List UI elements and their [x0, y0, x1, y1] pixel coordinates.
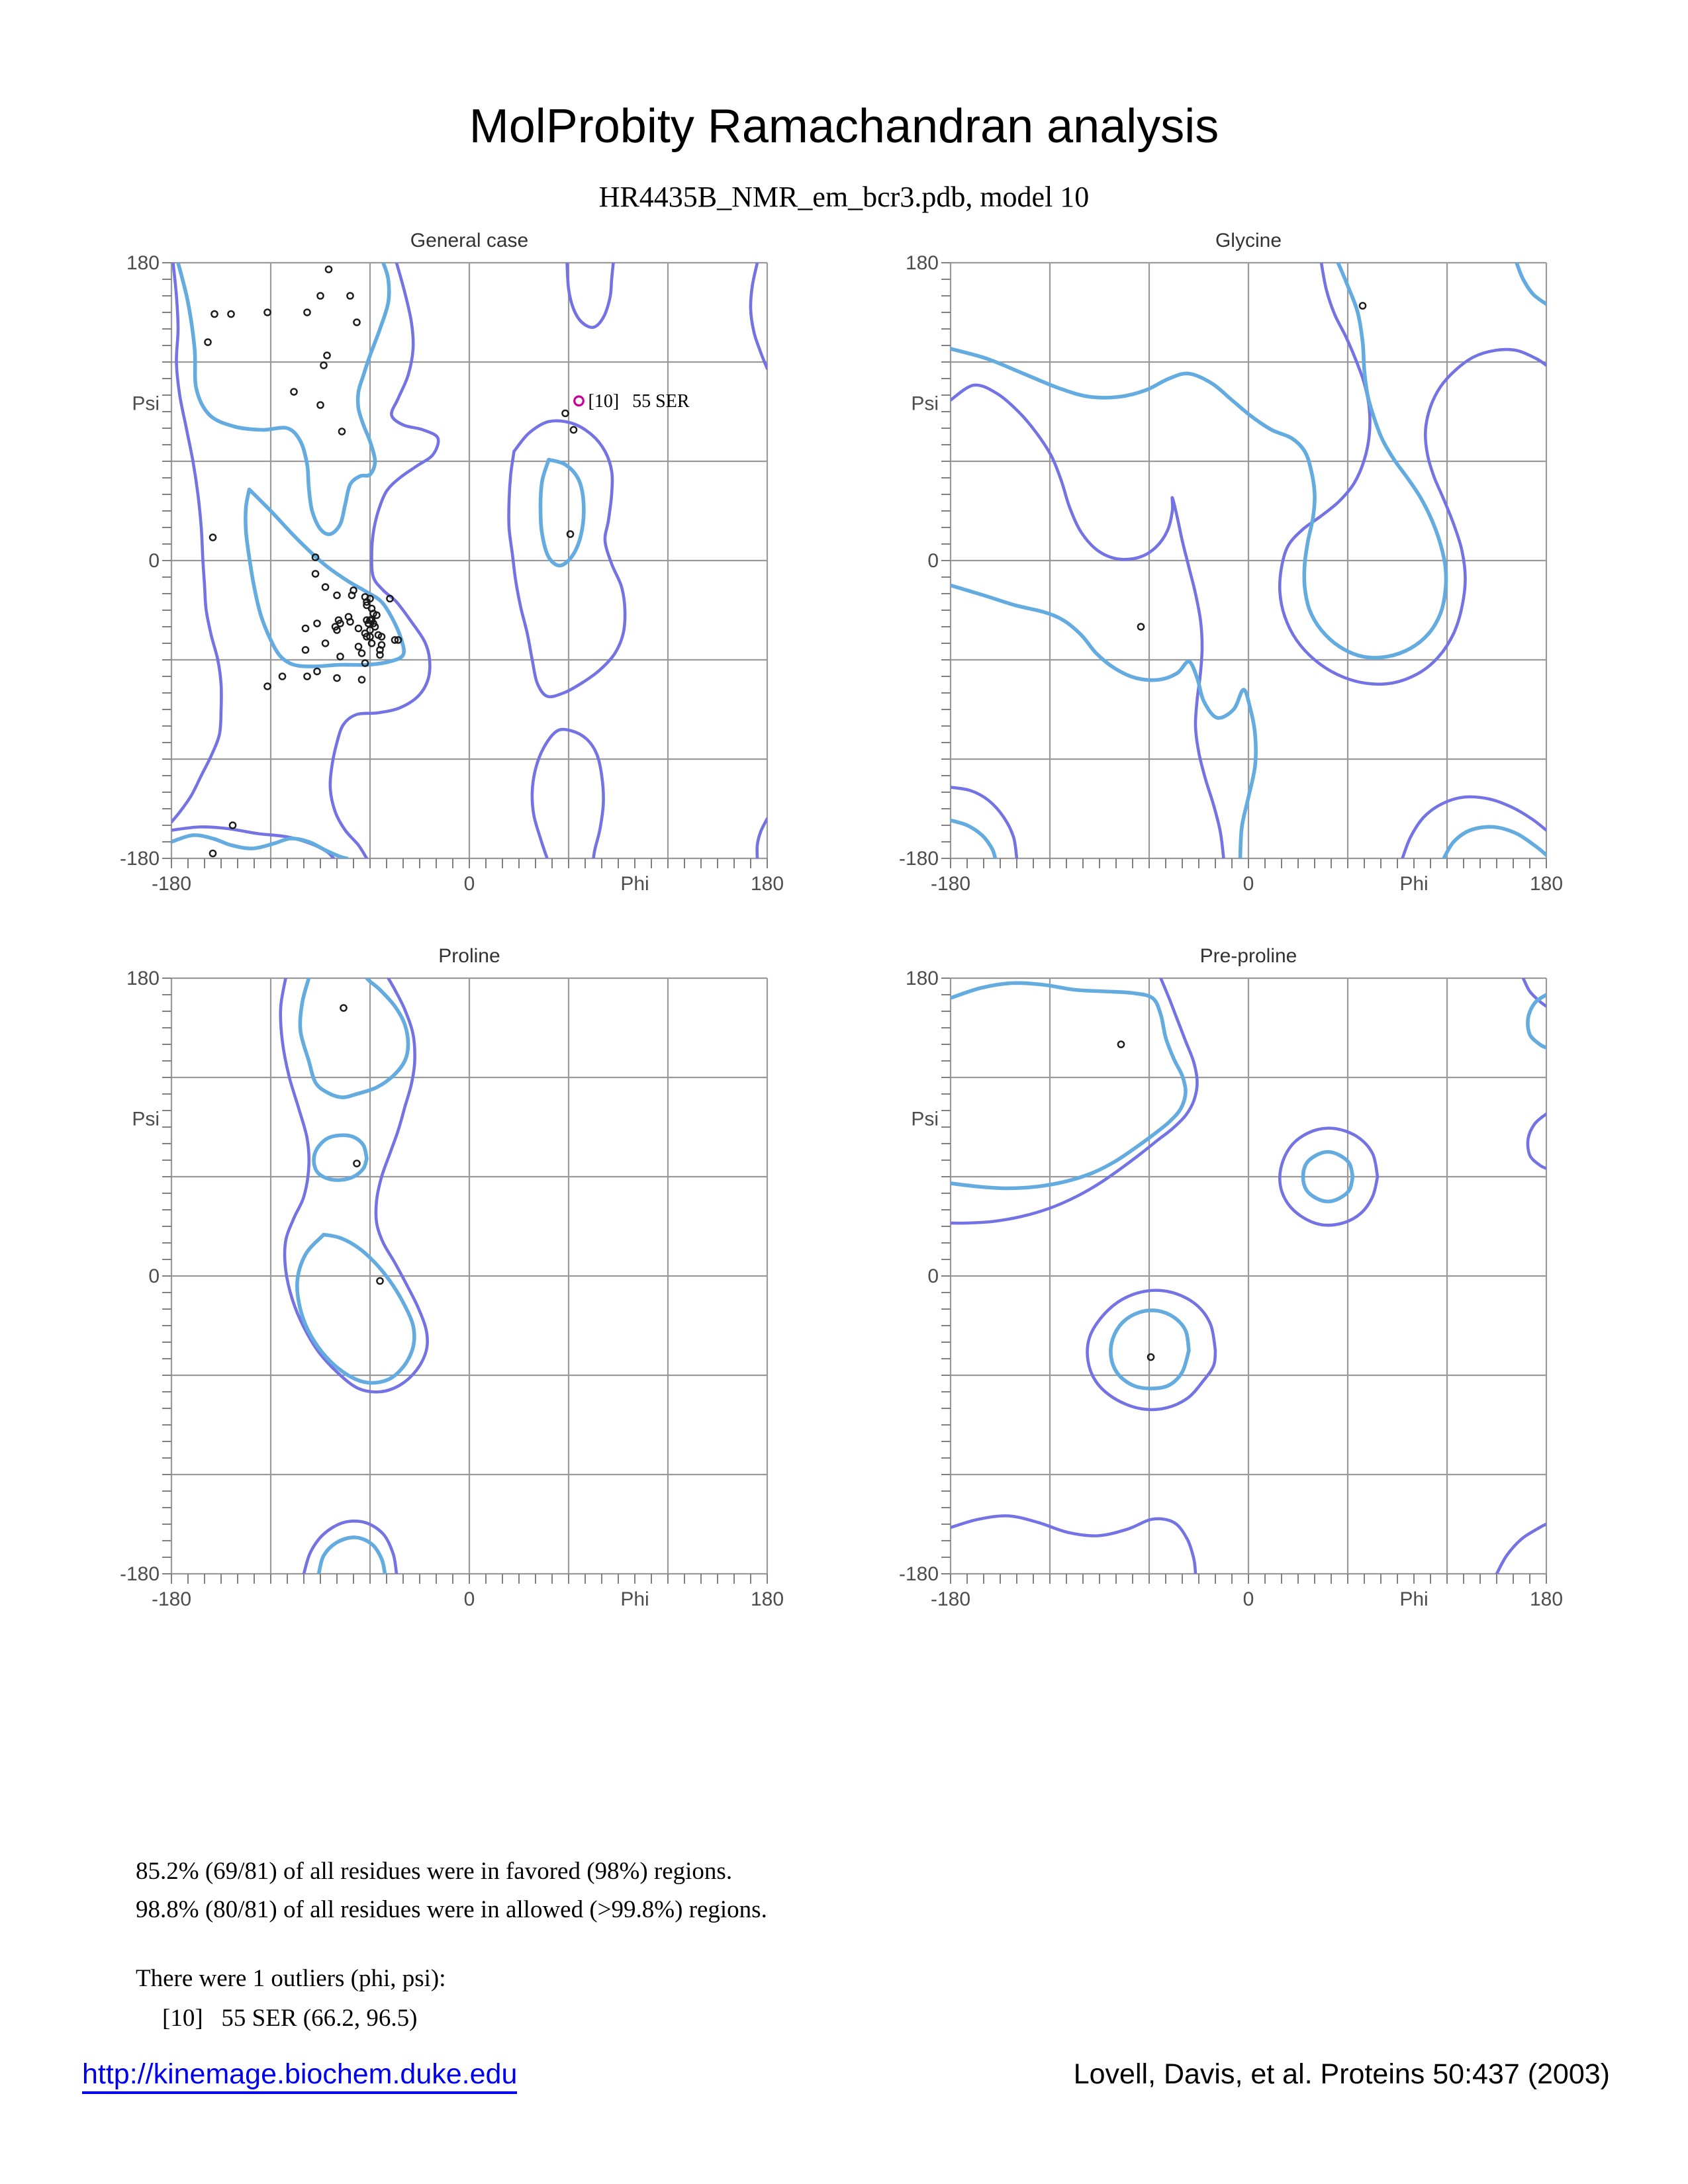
- x-axis-label: Phi: [620, 1588, 649, 1610]
- data-point: [304, 309, 310, 315]
- y-axis-label: 0: [927, 1265, 939, 1287]
- data-point: [322, 640, 328, 646]
- x-axis-label: 0: [1243, 873, 1254, 895]
- allowed-contour: [1280, 263, 1546, 684]
- outlier-label: [10] 55 SER: [588, 390, 690, 412]
- axis-labels: [120, 252, 784, 895]
- y-axis-label: 0: [927, 550, 939, 572]
- kinemage-link[interactable]: http://kinemage.biochem.duke.edu: [82, 2058, 517, 2094]
- plot-general-case: [120, 230, 784, 895]
- y-axis-label: 0: [148, 1265, 160, 1287]
- data-point: [279, 673, 285, 679]
- data-point: [211, 311, 217, 317]
- y-axis-label: 180: [905, 252, 939, 274]
- favored-contour: [178, 263, 389, 534]
- y-axis-label: 0: [148, 550, 160, 572]
- data-point: [353, 319, 359, 325]
- data-point: [377, 1278, 383, 1284]
- page-title: MolProbity Ramachandran analysis: [469, 100, 1219, 153]
- data-point: [571, 427, 577, 433]
- x-axis-label: -180: [151, 873, 192, 895]
- data-point: [355, 643, 361, 649]
- allowed-contour: [532, 729, 604, 858]
- data-point: [326, 266, 332, 272]
- y-axis-label: 180: [126, 252, 160, 274]
- data-point: [359, 650, 365, 656]
- data-point: [210, 534, 216, 540]
- stat-favored: 85.2% (69/81) of all residues were in favored (98%) regions.: [136, 1858, 733, 1885]
- allowed-contour: [509, 421, 626, 697]
- y-axis-label: Psi: [132, 1108, 160, 1130]
- data-point: [317, 402, 323, 408]
- citation: Lovell, Davis, et al. Proteins 50:437 (2003): [1073, 2058, 1610, 2090]
- data-point: [1138, 623, 1144, 629]
- data-point: [210, 850, 216, 856]
- data-point: [1360, 302, 1366, 308]
- x-axis-label: 0: [463, 1588, 475, 1610]
- data-point: [230, 822, 236, 828]
- favored-contour: [300, 978, 408, 1097]
- data-points: [205, 266, 577, 856]
- data-point: [322, 584, 328, 590]
- y-axis-label: -180: [898, 1563, 939, 1585]
- plot-title: General case: [410, 230, 529, 251]
- data-point: [334, 592, 340, 598]
- y-axis-label: Psi: [132, 392, 160, 415]
- favored-contour: [951, 983, 1186, 1188]
- data-point: [334, 675, 340, 681]
- grid: [951, 263, 1546, 858]
- data-point: [304, 673, 310, 679]
- favored-contour: [319, 1537, 385, 1574]
- data-point: [291, 388, 297, 394]
- ticks: [162, 263, 767, 868]
- x-axis-label: 180: [1529, 1588, 1564, 1610]
- grid: [951, 978, 1546, 1574]
- data-point: [205, 339, 211, 345]
- y-axis-label: Psi: [911, 392, 939, 415]
- data-point: [1118, 1041, 1124, 1047]
- y-axis-label: Psi: [911, 1108, 939, 1130]
- favored-contour: [951, 263, 1446, 658]
- plot-title: Proline: [438, 945, 500, 967]
- y-axis-label: -180: [898, 848, 939, 870]
- favored-contour: [171, 835, 347, 858]
- grid: [171, 978, 767, 1574]
- data-point: [264, 309, 270, 315]
- y-axis-label: 180: [126, 968, 160, 989]
- y-axis-label: -180: [119, 1563, 160, 1585]
- x-axis-label: -180: [930, 1588, 971, 1610]
- allowed-contour: [567, 263, 614, 328]
- data-point: [347, 293, 353, 298]
- y-axis-label: 180: [905, 968, 939, 989]
- page-subtitle: HR4435B_NMR_em_bcr3.pdb, model 10: [598, 181, 1090, 213]
- data-point: [562, 410, 568, 416]
- x-axis-label: -180: [151, 1588, 192, 1610]
- data-point: [353, 1160, 359, 1166]
- x-axis-label: -180: [930, 873, 971, 895]
- favored-contour: [314, 1135, 367, 1180]
- outlier-marker: [575, 396, 584, 406]
- x-axis-label: 180: [750, 873, 784, 895]
- x-axis-label: 180: [750, 1588, 784, 1610]
- data-point: [303, 647, 308, 653]
- data-point: [320, 362, 326, 368]
- allowed-contour: [171, 263, 221, 822]
- plot-proline: [120, 945, 784, 1610]
- y-axis-label: -180: [119, 848, 160, 870]
- data-point: [359, 676, 365, 682]
- data-point: [317, 293, 323, 298]
- outlier-item: [10] 55 SER (66.2, 96.5): [162, 2005, 418, 2032]
- outlier-header: There were 1 outliers (phi, psi):: [136, 1965, 446, 1992]
- data-point: [312, 570, 318, 576]
- favored-contour: [541, 460, 584, 566]
- allowed-contour: [1088, 1291, 1215, 1410]
- data-point: [340, 1005, 346, 1011]
- data-point: [324, 352, 330, 358]
- allowed-contour: [751, 263, 767, 369]
- data-point: [228, 311, 234, 317]
- data-point: [355, 625, 361, 631]
- plot-title: Pre-proline: [1199, 945, 1297, 967]
- favored-contour: [951, 586, 1256, 859]
- ticks: [162, 978, 767, 1584]
- plot-title: Glycine: [1215, 230, 1282, 251]
- allowed-contour: [1528, 1114, 1546, 1169]
- allowed-contour: [1497, 1524, 1546, 1574]
- x-axis-label: Phi: [1399, 1588, 1429, 1610]
- ticks: [941, 978, 1546, 1584]
- ticks: [941, 263, 1546, 868]
- data-point: [264, 683, 270, 689]
- data-point: [303, 625, 308, 631]
- allowed-contour: [757, 819, 767, 858]
- data-point: [337, 653, 343, 659]
- data-point: [314, 620, 320, 626]
- axis-labels: [899, 968, 1563, 1610]
- allowed-contour: [951, 385, 1224, 858]
- data-point: [314, 668, 320, 674]
- plot-glycine: [899, 230, 1563, 895]
- favored-contour: [1444, 827, 1546, 858]
- allowed-contour: [951, 1516, 1196, 1574]
- favored-contour: [1517, 263, 1546, 304]
- x-axis-label: 0: [463, 873, 475, 895]
- favored-contour: [951, 821, 996, 859]
- grid: [171, 263, 767, 858]
- x-axis-label: 180: [1529, 873, 1564, 895]
- data-point: [339, 428, 345, 434]
- x-axis-label: Phi: [1399, 873, 1429, 895]
- plot-pre-proline: [899, 945, 1563, 1610]
- stat-allowed: 98.8% (80/81) of all residues were in allowed (>99.8%) regions.: [136, 1896, 767, 1923]
- x-axis-label: Phi: [620, 873, 649, 895]
- axis-labels: [120, 968, 784, 1610]
- data-points: [1138, 302, 1366, 629]
- favored-contour: [297, 1235, 414, 1383]
- x-axis-label: 0: [1243, 1588, 1254, 1610]
